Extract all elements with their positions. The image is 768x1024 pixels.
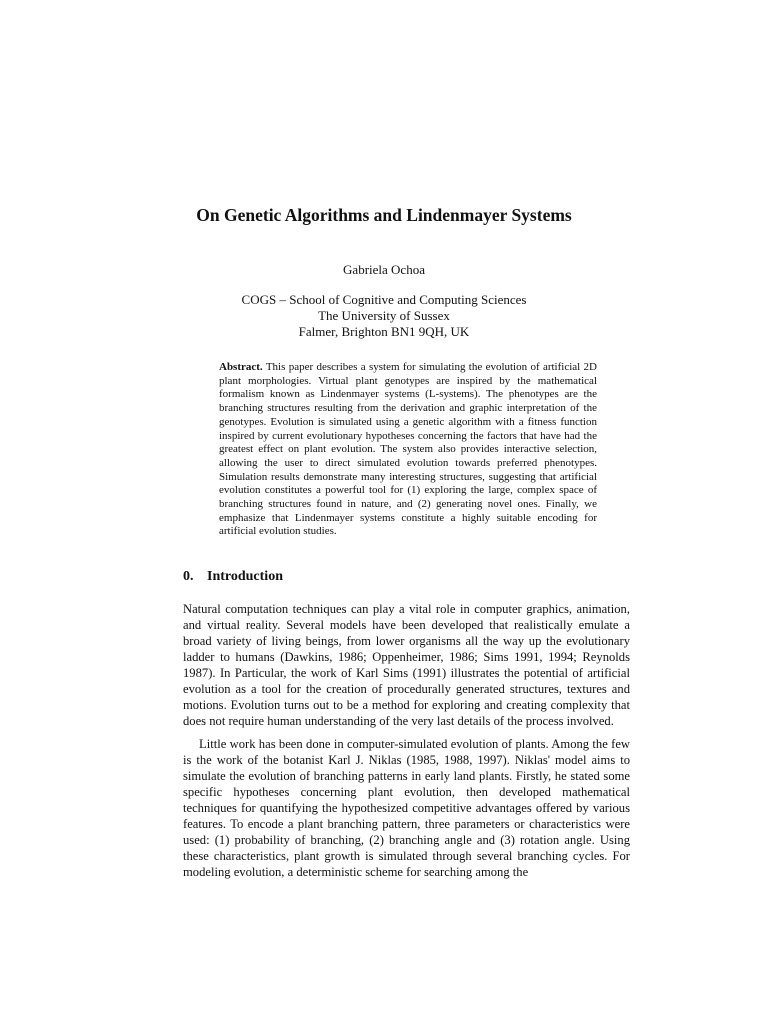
author-name: Gabriela Ochoa: [343, 262, 425, 277]
affiliation-line: Falmer, Brighton BN1 9QH, UK: [298, 324, 470, 339]
abstract-text: This paper describes a system for simulating the evolution of artificial 2D plant morphologies. Virtual plant genotypes are inspired by the mathematical formalism known as Lindenmayer systems (L-systems). The phenotypes are the branching structures resulting from the derivation and graphic interpretation of the genotypes. Evolution is simulated using a genetic algorithm with a fitness function inspired by current evolutionary hypotheses concerning the factors that have had the greatest effect on plant evolution. The system also provides interactive selection, allowing the user to direct simulated evolution towards preferred phenotypes. Simulation results demonstrate many interesting structures, suggesting that artificial evolution constitutes a powerful tool for (1) exploring the large, complex space of branching structures found in nature, and (2) generating novel ones. Finally, we emphasize that Lindenmayer systems constitute a highly suitable encoding for artificial evolution studies.: [219, 361, 597, 538]
affiliation-line: The University of Sussex: [318, 308, 450, 323]
abstract-label: Abstract.: [219, 361, 263, 373]
author-affiliation: [0, 292, 768, 340]
abstract: [219, 361, 597, 539]
section-title: Introduction: [207, 569, 283, 584]
paper-title: On Genetic Algorithms and Lindenmayer Systems: [196, 205, 572, 225]
section-number: 0.: [183, 569, 194, 584]
body-paragraph: Little work has been done in computer-simulated evolution of plants. Among the few is the work of the botanist Karl J. Niklas (1985, 1988, 1997). Niklas' model aims to simulate the evolution of branching patterns in early land plants. Firstly, he stated some specific hypotheses concerning plant evolution, then developed mathematical techniques for quantifying the hypothesized competitive advantages offered by various features. To encode a plant branching pattern, three parameters or characteristics were used: (1) probability of branching, (2) branching angle and (3) rotation angle. Using these characteristics, plant growth is simulated through several branching cycles. For modeling evolution, a deterministic scheme for searching among the: [183, 737, 630, 880]
affiliation-line: COGS – School of Cognitive and Computing Sciences: [241, 292, 527, 307]
body-paragraph: Natural computation techniques can play a vital role in computer graphics, animation, and virtual reality. Several models have been developed that realistically emulate a broad variety of living beings, from lower organisms all the way up the evolutionary ladder to humans (Dawkins, 1986; Oppenheimer, 1986; Sims 1991, 1994; Reynolds 1987). In Particular, the work of Karl Sims (1991) illustrates the potential of artificial evolution as a tool for the creation of procedurally generated structures, textures and motions. Evolution turns out to be a method for exploring and creating complexity that does not require human understanding of the very last details of the process involved.: [183, 602, 630, 729]
section-heading: [183, 569, 283, 585]
